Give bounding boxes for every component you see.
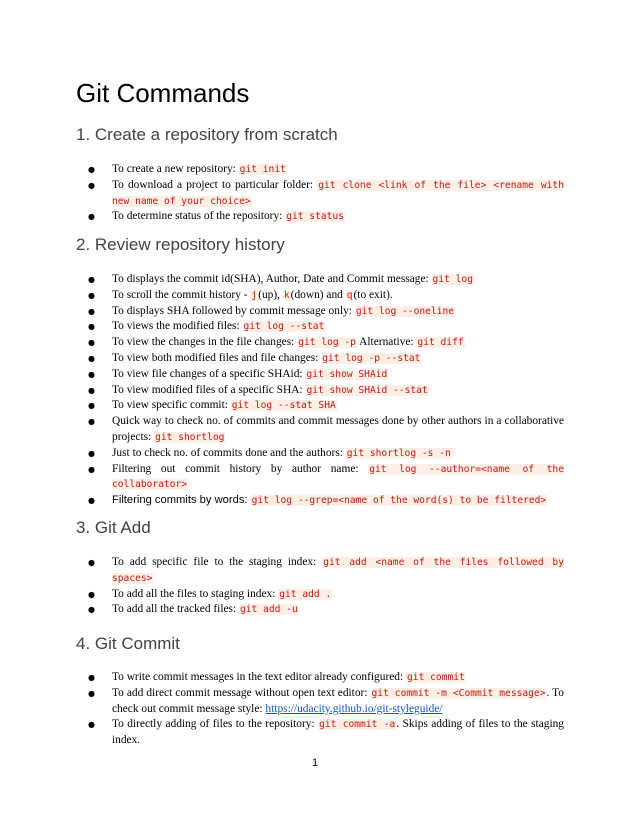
code-snippet: git log -p [298,337,356,349]
list-item: ● To displays the commit id(SHA), Author, Date and Commit message: git log [76,272,564,288]
page-number: 1 [312,757,319,769]
list-item: ● Quick way to check no. of commits and commit messages done by other authors in a collaborative projects: git shortlog [76,414,564,446]
list-item: ● To scroll the commit history - j(up), k(down) and q(to exit). [76,288,564,304]
code-snippet: git add . [279,588,332,600]
list-item: ● To add all the tracked files: git add -u [76,602,564,618]
code-snippet: git log -p --stat [322,352,421,364]
code-snippet: git log --stat [243,321,325,333]
code-snippet: j [251,289,258,301]
code-snippet: git add <name of the files followed by spaces> [112,557,564,584]
code-snippet: git log --grep=<name of the word(s) to be filtered> [251,495,547,507]
code-snippet: git log --oneline [355,305,455,317]
list-item: ● To views the modified files: git log --stat [76,319,564,335]
styleguide-link[interactable]: https://udacity.github.io/git-styleguide/ [265,702,443,715]
list-item: ● To download a project to particular folder: git clone <link of the file> <rename with new name of your choice> [76,178,564,210]
code-snippet: k [283,289,290,301]
list-item: ● To displays SHA followed by commit message only: git log --oneline [76,304,564,320]
list-item: ● To create a new repository: git init [76,162,564,178]
create-repo-list [76,162,564,225]
list-item: ● To write commit messages in the text editor already configured: git commit [76,670,564,686]
code-snippet: git status [286,211,344,223]
document-page [76,78,565,747]
code-snippet: git log --stat SHA [231,400,336,412]
list-item: ● Filtering commits by words: git log --grep=<name of the word(s) to be filtered> [76,493,564,509]
code-snippet: git clone <link of the file> <rename with new name of your choice> [112,179,564,207]
list-item: ● To view file changes of a specific SHAid: git show SHAid [76,367,564,383]
section-heading-git-add: 3. Git Add [76,518,151,537]
code-snippet: git init [239,164,286,175]
list-item: ● To view both modified files and file changes: git log -p --stat [76,351,564,367]
list-item: ● Just to check no. of commits done and the authors: git shortlog -s -n [76,446,564,462]
list-item: ● To view modified files of a specific SHA: git show SHAid --stat [76,383,564,399]
list-item: ● To add direct commit message without open text editor: git commit -m <Commit message>. To check out commit message style: https://udacity.github.io/git-styleguide/ [76,686,564,718]
list-item: ● To directly adding of files to the repository: git commit -a. Skips adding of files to the staging index. [76,717,564,749]
list-item: ● To view the changes in the file changes: git log -p Alternative: git diff [76,335,564,351]
code-snippet: git log --author=<name of the collaborator> [112,463,564,491]
code-snippet: git commit -a [319,719,396,731]
code-snippet: git commit [407,672,465,683]
review-history-list [76,272,564,509]
code-snippet: git commit -m <Commit message> [371,687,546,699]
git-commit-list [76,670,564,749]
section-heading-review-history: 2. Review repository history [76,235,285,254]
code-snippet: git shortlog [155,431,225,443]
list-item: ● To add all the files to staging index: git add . [76,587,564,603]
section-heading-git-commit: 4. Git Commit [76,634,180,653]
list-item: ● To view specific commit: git log --stat SHA [76,398,564,414]
list-item: ● To add specific file to the staging index: git add <name of the files followed by spaces> [76,555,564,587]
code-snippet: git shortlog -s -n [346,447,451,459]
git-add-list [76,555,564,618]
list-item: ● Filtering out commit history by author name: git log --author=<name of the collaborator> [76,462,564,494]
code-snippet: git log [432,274,473,285]
list-item: ● To determine status of the repository: git status [76,209,564,225]
code-snippet: git add -u [239,604,298,616]
section-heading-create-repo: 1. Create a repository from scratch [76,125,338,144]
code-snippet: git show SHAid --stat [306,384,428,396]
code-snippet: git show SHAid [306,368,388,380]
code-snippet: git diff [417,337,464,349]
code-snippet: q [346,289,353,301]
page-title: Git Commands [76,78,250,108]
